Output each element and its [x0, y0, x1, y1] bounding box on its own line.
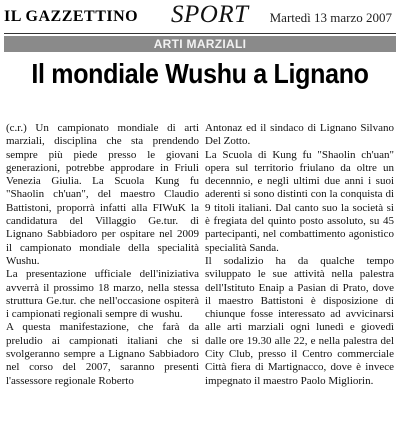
paragraph: A questa manifestazione, che farà da preludio ai campionati italiani che si svolgeranno sempre a Lignano Sabbiadoro nel corso del 2007, saranno presenti l'assessore regionale Roberto [6, 321, 199, 387]
paragraph: Il sodalizio ha da qualche tempo sviluppato le sue attività nella palestra dell'Istituto Enaip a Pasian di Prato, dove il maestro Battistoni è disposizione di chiunque fosse interessato ad avvicinarsi alle arti marziali ogni lunedì e giovedì dalle ore 19.30 alle 22, e nella palestra del City Club, presso il Centro commerciale Città fiera di Martignacco, dove è invece impegnato il maestro Paolo Migliorin. [205, 254, 394, 387]
newspaper-name: IL GAZZETTINO [4, 8, 139, 25]
paragraph: La Scuola di Kung fu "Shaolin ch'uan" opera sul territorio friulano da oltre un decennnio, e negli ultimi due anni i suoi aderenti si sono distinti con la conquista di 9 titoli italiani. Dal canto suo la società si è fregiata del quinto posto assoluto, su 45 partecipanti, nel combattimento agonistico specialità Sanda. [205, 148, 394, 254]
kicker-band [4, 36, 396, 52]
publication-date: Martedì 13 marzo 2007 [269, 10, 392, 25]
article-column-right [205, 122, 394, 388]
section-title: SPORT [171, 1, 249, 28]
paragraph: (c.r.) Un campionato mondiale di arti marziali, disciplina che sta prendendo sempre più piede presso le giovani generazioni, potrebbe approdare in Friuli Venezia Giulia. La Scuola Kung fu "Shaolin ch'uan", del maestro Claudio Battistoni, proporrà infatti alla FIWuK la candidatura del Villaggio Ge.tur. di Lignano Sabbiadoro per ospitare nel 2009 il campionato mondiale della specialità Wushu. [6, 122, 199, 267]
article-column-left [6, 122, 199, 388]
paragraph: La presentazione ufficiale dell'iniziativa avverrà il prossimo 18 marzo, nella stessa struttura Ge.tur. che nell'occasione ospiterà i campionati regionali sempre di wushu. [6, 268, 199, 321]
masthead-divider [4, 33, 396, 34]
masthead [4, 2, 396, 32]
paragraph: Antonaz ed il sindaco di Lignano Silvano Del Zotto. [205, 122, 394, 148]
kicker-label: ARTI MARZIALI [153, 37, 247, 51]
article-headline: Il mondiale Wushu a Lignano [31, 58, 369, 90]
